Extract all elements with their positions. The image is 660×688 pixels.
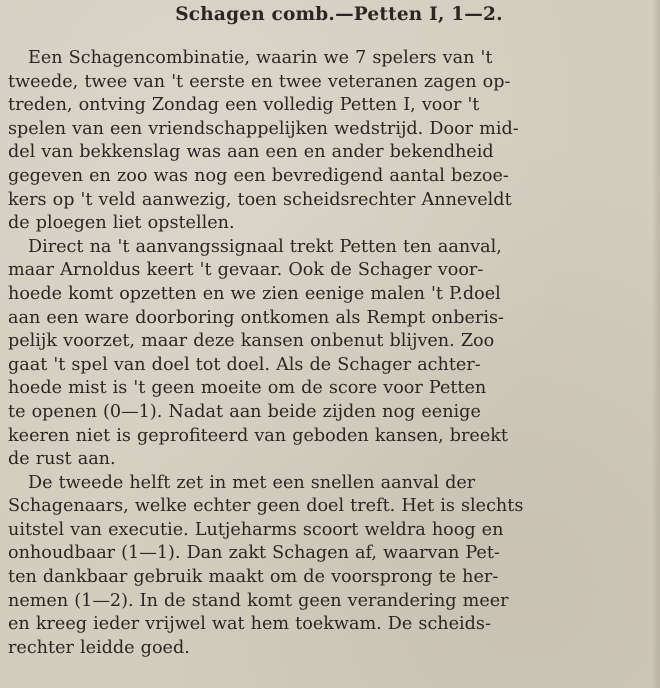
text-line: hoede komt opzetten en we zien eenige malen 't P.doel [8,283,501,304]
text-line: en kreeg ieder vrijwel wat hem toekwam. De scheids- [8,614,491,635]
text-line: tweede, twee van 't eerste en twee veteranen zagen op- [8,71,511,92]
text-line: onhoudbaar (1—1). Dan zakt Schagen af, waarvan Pet- [8,543,500,564]
paragraph-3 [8,472,650,661]
text-line: de ploegen liet opstellen. [8,213,235,234]
text-line: nemen (1—2). In de stand komt geen verandering meer [8,590,509,611]
paragraph-2 [8,236,650,472]
text-line: del van bekkenslag was aan een en ander bekendheid [8,142,494,163]
text-line: de rust aan. [8,449,116,470]
paper-edge-shadow [652,0,660,688]
text-line: Direct na 't aanvangssignaal trekt Petten ten aanval, [28,236,502,257]
text-line: uitstel van executie. Lutjeharms scoort weldra hoog en [8,519,504,540]
paragraph-1 [8,47,650,236]
text-line: maar Arnoldus keert 't gevaar. Ook de Schager voor- [8,260,484,281]
text-line: kers op 't veld aanwezig, toen scheidsrechter Anneveldt [8,189,512,210]
text-line: Schagenaars, welke echter geen doel treft. Het is slechts [8,496,524,517]
article-title: Schagen comb.—Petten I, 1—2. [175,4,503,25]
text-line: gegeven en zoo was nog een bevredigend aantal bezoe- [8,165,509,186]
text-line: De tweede helft zet in met een snellen aanval der [28,472,476,493]
text-line: ten dankbaar gebruik maakt om de voorsprong te her- [8,567,499,588]
text-line: rechter leidde goed. [8,637,190,658]
text-line: pelijk voorzet, maar deze kansen onbenut blijven. Zoo [8,331,495,352]
text-line: treden, ontving Zondag een volledig Petten I, voor 't [8,95,480,116]
text-line: hoede mist is 't geen moeite om de score voor Petten [8,378,487,399]
text-line: gaat 't spel van doel tot doel. Als de Schager achter- [8,354,481,375]
text-line: spelen van een vriendschappelijken wedstrijd. Door mid- [8,118,519,139]
text-line: Een Schagencombinatie, waarin we 7 spelers van 't [28,48,493,68]
text-line: te openen (0—1). Nadat aan beide zijden nog eenige [8,401,481,422]
text-line: keeren niet is geprofiteerd van geboden kansen, breekt [8,425,508,446]
text-line: aan een ware doorboring ontkomen als Rempt onberis- [8,307,504,328]
